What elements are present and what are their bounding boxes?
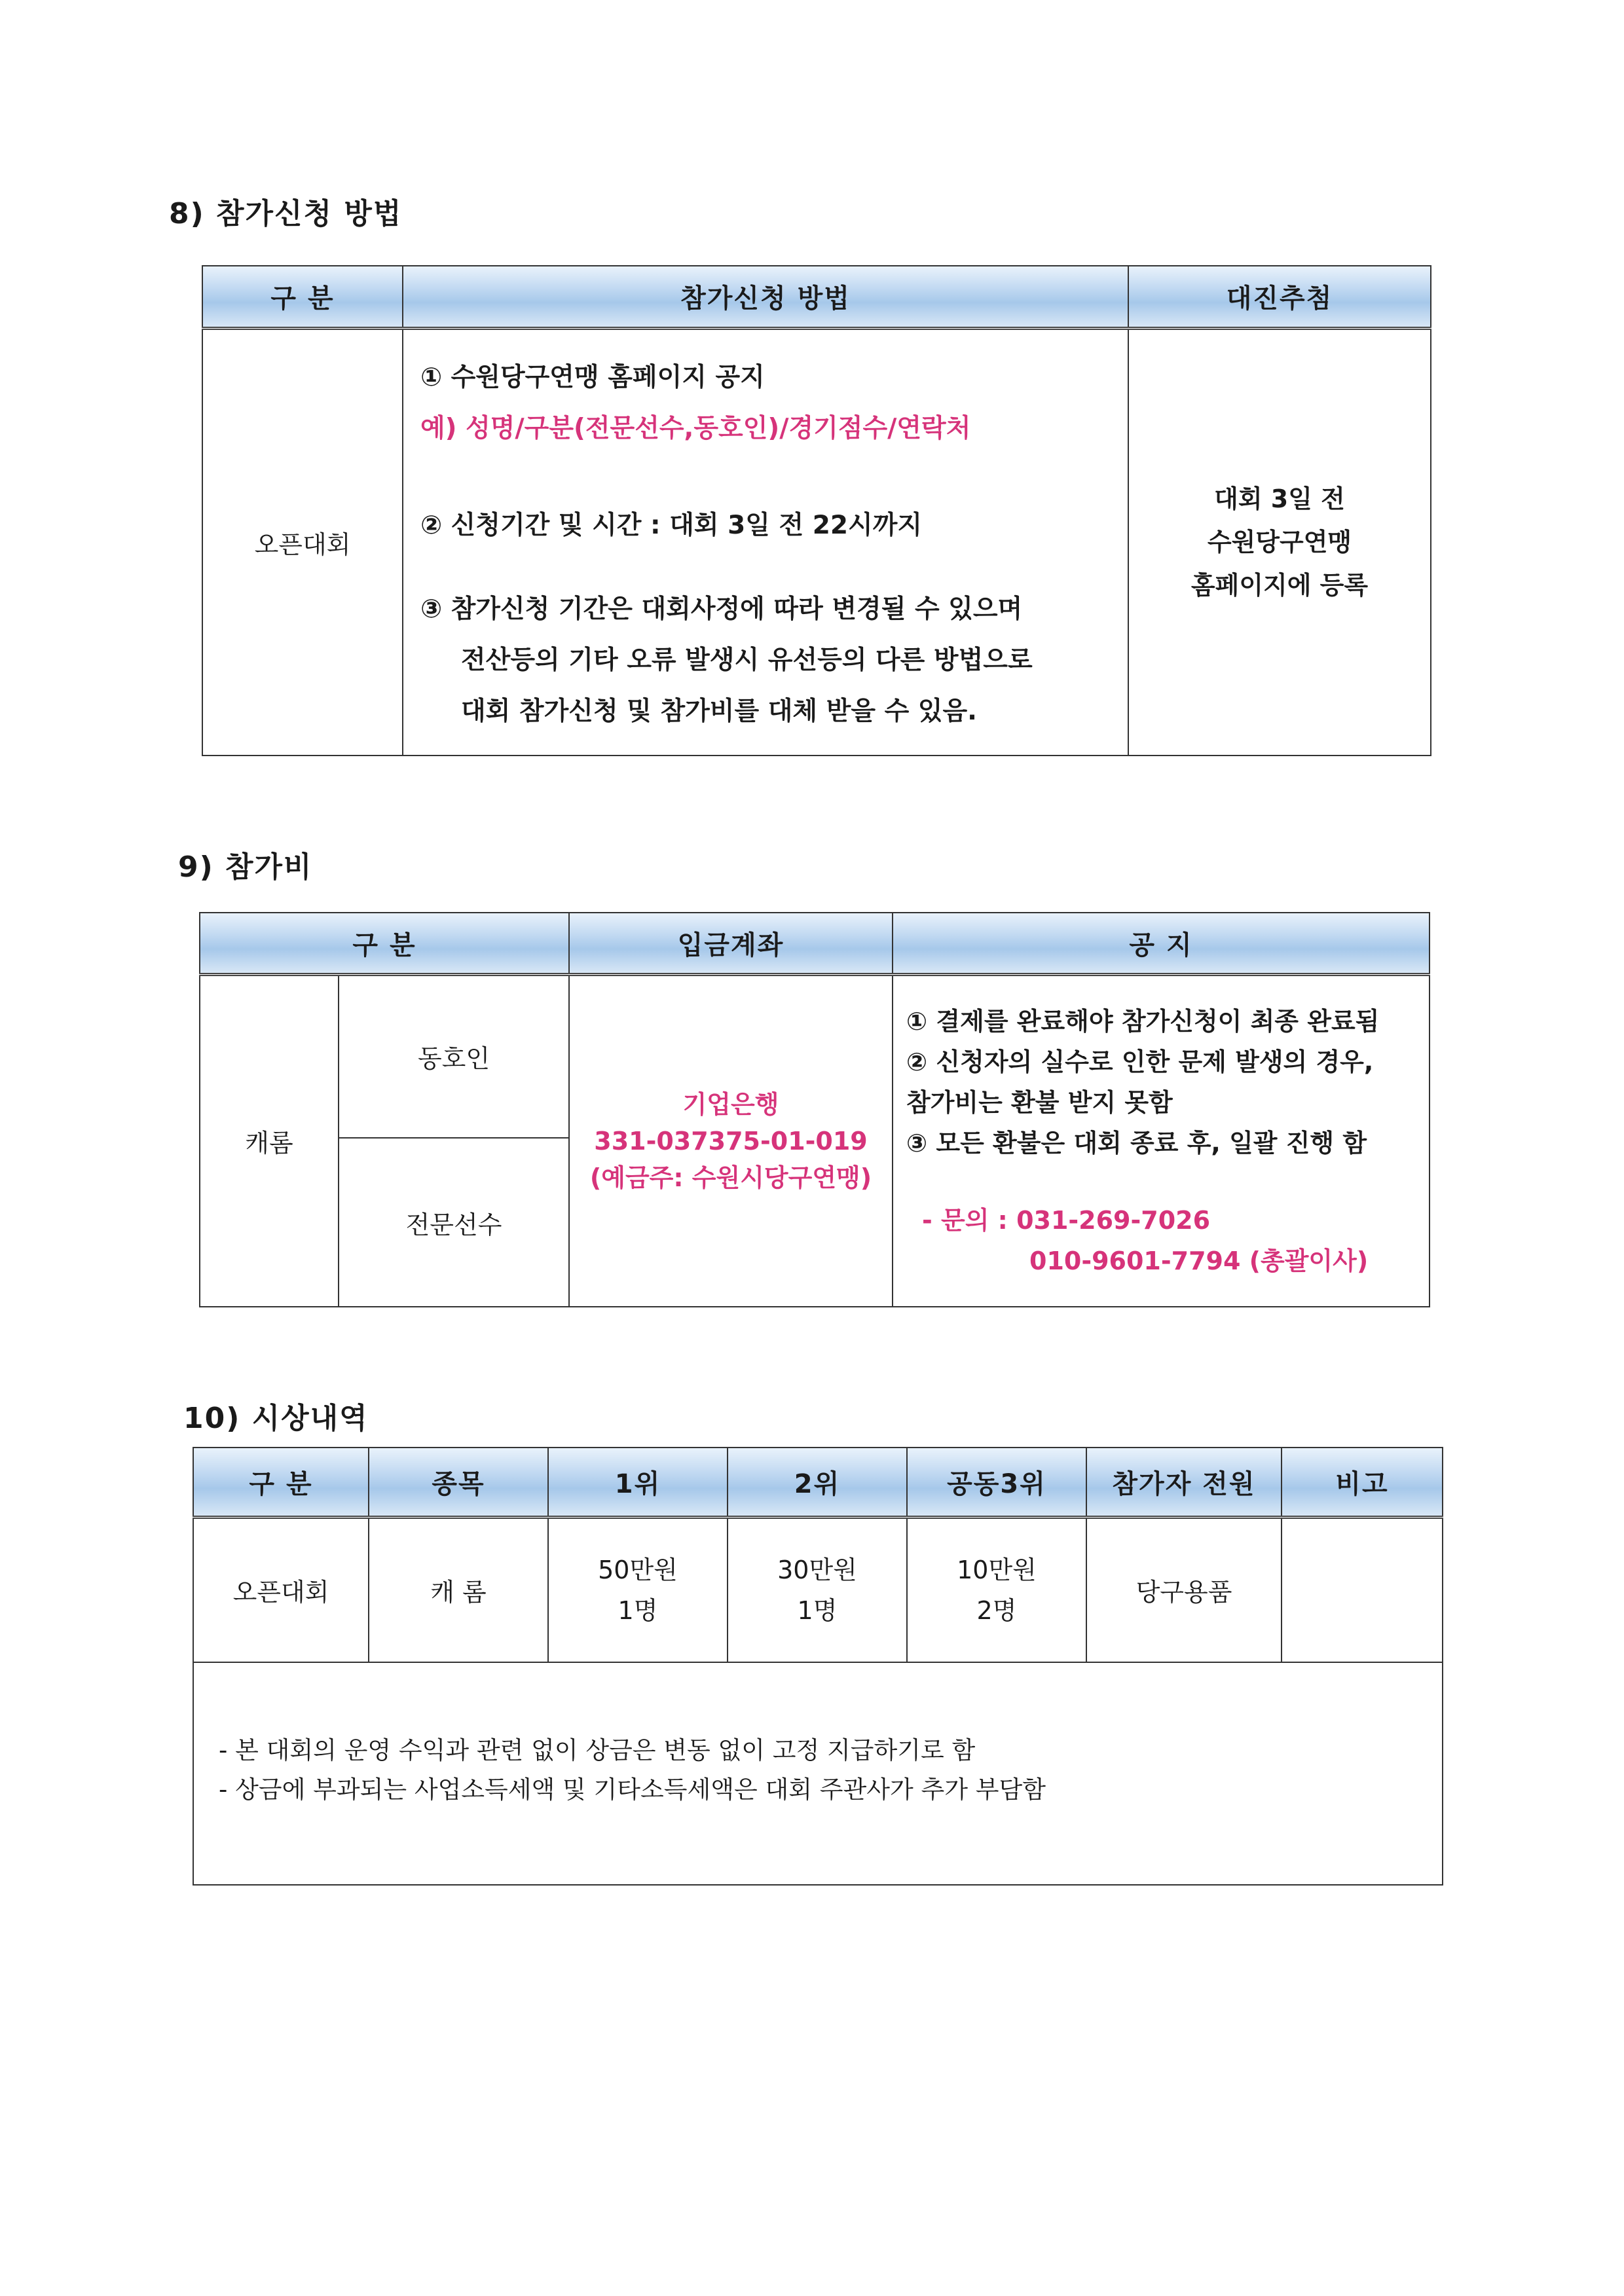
s10-first-amount: 50만원: [598, 1555, 678, 1584]
s8-header-division: 구 분: [202, 266, 403, 328]
s8-header-draw: 대진추첨: [1128, 266, 1431, 328]
s9-notice-line-1: ① 결제를 완료해야 참가신청이 최종 완료됨: [906, 1006, 1380, 1036]
s8-row-label: 오픈대회: [202, 328, 403, 756]
s9-category: 캐롬: [200, 974, 339, 1307]
s8-method-line-3b: 전산등의 기타 오류 발생시 유선등의 다른 방법으로: [461, 646, 1033, 676]
s8-header-method: 참가신청 방법: [403, 266, 1128, 328]
s10-second-amount: 30만원: [777, 1555, 857, 1584]
s9-account-holder: (예금주: 수원시당구연맹): [589, 1163, 872, 1192]
s9-header-division: 구 분: [200, 913, 569, 974]
section9-table: [199, 912, 1430, 1307]
section10-table: [193, 1447, 1443, 1886]
s8-method-line-2: ② 신청기간 및 시간 : 대회 3일 전 22시까지: [420, 511, 923, 541]
s9-notice-line-4: ③ 모든 환불은 대회 종료 후, 일괄 진행 함: [906, 1128, 1367, 1157]
s8-draw-cell: [1128, 328, 1431, 756]
s10-header-second: 2위: [728, 1448, 907, 1517]
s9-account-number: 331-037375-01-019: [594, 1126, 868, 1156]
s9-header-notice: 공 지: [893, 913, 1430, 974]
s8-draw-line-1: 대회 3일 전: [1214, 484, 1345, 514]
s9-contact-line-1: - 문의 : 031-269-7026: [922, 1205, 1211, 1235]
s10-note-line-2: - 상금에 부과되는 사업소득세액 및 기타소득세액은 대회 주관사가 추가 부담함: [219, 1776, 1046, 1804]
section9-title: 9) 참가비: [178, 850, 313, 884]
section10-title: 10) 시상내역: [183, 1402, 369, 1435]
s9-sub-pro: 전문선수: [339, 1138, 569, 1307]
s8-method-example: 예) 성명/구분(전문선수,동호인)/경기점수/연락처: [420, 414, 971, 444]
s10-header-division: 구 분: [193, 1448, 369, 1517]
s10-header-event: 종목: [369, 1448, 548, 1517]
s10-second-count: 1명: [797, 1595, 838, 1625]
s8-method-cell: [403, 328, 1128, 756]
s10-third: [907, 1517, 1086, 1662]
s8-method-line-3: ③ 참가신청 기간은 대회사정에 따라 변경될 수 있으며: [420, 594, 1023, 625]
section8-table: [202, 265, 1431, 756]
s10-first-count: 1명: [618, 1595, 658, 1625]
s8-method-line-1: ① 수원당구연맹 홈페이지 공지: [420, 363, 765, 393]
s10-all-participants: 당구용품: [1086, 1517, 1282, 1662]
s9-notice-line-3: 참가비는 환불 받지 못함: [906, 1087, 1173, 1117]
s8-draw-line-3: 홈페이지에 등록: [1190, 571, 1369, 600]
s10-first: [548, 1517, 728, 1662]
s8-method-line-3c: 대회 참가신청 및 참가비를 대체 받을 수 있음.: [461, 697, 977, 727]
s10-notes-cell: [193, 1662, 1443, 1885]
s9-notice-line-2: ② 신청자의 실수로 인한 문제 발생의 경우,: [906, 1047, 1374, 1076]
s9-account-cell: [569, 974, 893, 1307]
s10-note-line-1: - 본 대회의 운영 수익과 관련 없이 상금은 변동 없이 고정 지급하기로 함: [219, 1736, 976, 1764]
s9-notice-cell: [893, 974, 1430, 1307]
s10-header-third: 공동3위: [907, 1448, 1086, 1517]
s9-contact-line-2: 010-9601-7794 (총괄이사): [1029, 1246, 1369, 1275]
s10-note: [1282, 1517, 1443, 1662]
s9-sub-amateur: 동호인: [339, 974, 569, 1138]
s9-header-account: 입금계좌: [569, 913, 893, 974]
s8-draw-line-2: 수원당구연맹: [1207, 528, 1352, 557]
s10-event: 캐 롬: [369, 1517, 548, 1662]
s10-second: [728, 1517, 907, 1662]
s10-division: 오픈대회: [193, 1517, 369, 1662]
s10-header-note: 비고: [1282, 1448, 1443, 1517]
s9-bank-name: 기업은행: [682, 1089, 779, 1119]
section8-title: 8) 참가신청 방법: [169, 197, 403, 230]
s10-header-first: 1위: [548, 1448, 728, 1517]
s10-third-count: 2명: [976, 1595, 1017, 1625]
s10-header-all: 참가자 전원: [1086, 1448, 1282, 1517]
s10-third-amount: 10만원: [957, 1555, 1037, 1584]
